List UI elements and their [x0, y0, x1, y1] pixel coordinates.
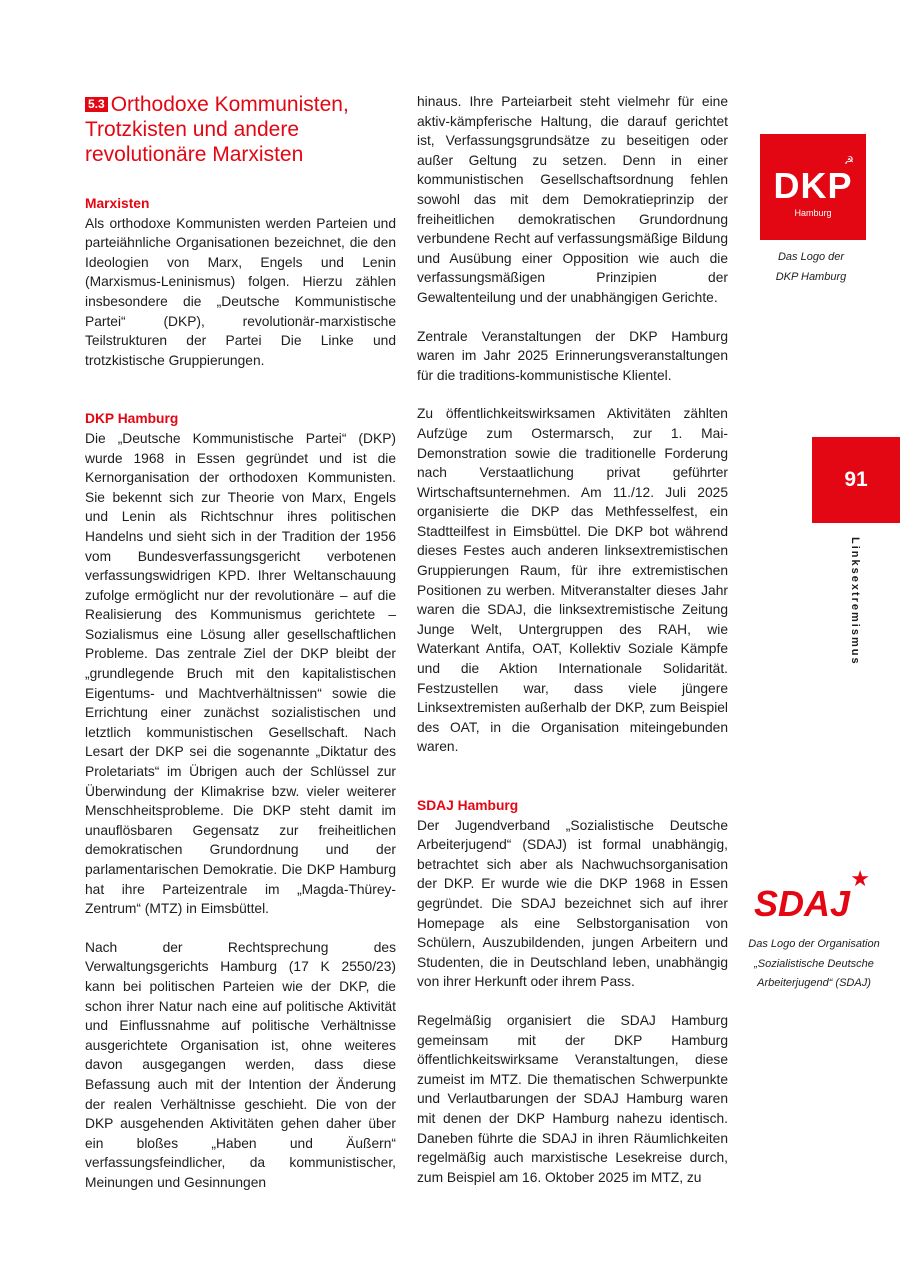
- section-number-badge: 5.3: [85, 97, 108, 112]
- section-title-text: Orthodoxe Kommunisten, Trotzkisten und andere revolutionäre Marxisten: [85, 93, 349, 166]
- left-column: [85, 92, 396, 1193]
- paragraph-dkp-3: hinaus. Ihre Parteiarbeit steht vielmehr für eine aktiv-kämpferische Haltung, die darauf gerichtet ist, Verfassungsgrundsätze zu beseitigen oder außer Geltung zu setzen. Denn in einer kommunistischen Gesellschaftsordnung fehlen sowohl das mit dem Demokratieprinzip der freiheitlichen demokratischen Grundordnung verbundene Recht auf verfassungsmäßige Bildung und Ausübung einer Opposition wie auch die verfassungsmäßigen Prinzipien der Gewaltenteilung und der unabhängigen Gerichte.: [417, 94, 728, 305]
- dkp-logo-city: Hamburg: [794, 208, 832, 218]
- star-icon: ★: [850, 866, 870, 891]
- hammer-sickle-icon: ☭: [844, 155, 854, 167]
- chapter-label: Linksextremismus: [849, 537, 861, 666]
- subheading-dkp-hamburg: DKP Hamburg: [85, 411, 179, 427]
- subheading-marxisten: Marxisten: [85, 196, 150, 211]
- paragraph-sdaj-2: Regelmäßig organisiert die SDAJ Hamburg gemeinsam mit der DKP Hamburg öffentlichkeitswirksame Veranstaltungen, diese zumeist im MTZ. Die thematischen Schwerpunkte und Verlautbarungen der SDAJ Hamburg waren mit denen der DKP Hamburg nahezu identisch. Daneben führte die SDAJ in ihren Räumlichkeiten regelmäßig auch marxistische Lesekreise durch, zum Beispiel am 16. Oktober 2025 im MTZ, zu: [417, 1012, 728, 1185]
- paragraph-dkp-4: Zentrale Veranstaltungen der DKP Hamburg waren im Jahr 2025 Erinnerungsveranstaltungen für die traditions-kommunistische Klientel.: [417, 328, 728, 383]
- dkp-logo-caption: [752, 248, 870, 287]
- caption-line: Arbeiterjugend“ (SDAJ): [757, 977, 871, 990]
- sdaj-logo-letters: SDAJ: [754, 883, 851, 924]
- middle-column: [417, 92, 728, 1187]
- sdaj-logo-caption: [734, 935, 894, 994]
- paragraph-dkp-2: Nach der Rechtsprechung des Verwaltungsgerichts Hamburg (17 K 2550/23) kann bei politischen Parteien wie der DKP, die schon ihrer Natur nach eine auf politische Aktivität und Einflussnahme auf politische Verhältnisse ausgerichtete Organisation ist, ohne weiteres davon ausgegangen werden, dass diese Befassung auch mit der Intention der Änderung der realen Verhältnisse geschieht. Die von der DKP ausgehenden Aktivitäten gehen daher über ein bloßes „Haben und Äußern“ verfassungsfeindlicher, da kommunistischer, Meinungen und Gesinnungen: [85, 939, 396, 1190]
- dkp-logo-letters: DKP: [773, 165, 853, 206]
- section-title: [85, 92, 396, 167]
- sdaj-logo: [754, 868, 870, 924]
- caption-line: Das Logo der Organisation: [748, 938, 880, 950]
- caption-line: „Sozialistische Deutsche: [754, 957, 874, 970]
- paragraph-dkp-5: Zu öffentlichkeitswirksamen Aktivitäten zählten Aufzüge zum Ostermarsch, zur 1. Mai-Demonstration sowie die traditionelle Forderung nach Verstaatlichung privat geführter Wirtschaftsunternehmen. Am 11./12. Juli 2025 organisierte die DKP das Methfesselfest, ein Stadtteilfest in Eimsbüttel. Die DKP bot während dieses Festes auch anderen linksextremistischen Gruppierungen Raum, für ihre extremistischen Positionen zu werben. Mitveranstalter dieses Jahr waren die SDAJ, die linksextremistische Zeitung Junge Welt, Untergruppen des RAH, wie Waterkant Antifa, OAT, Kollektiv Soziale Kämpfe und die Aktion Internationale Solidarität. Festzustellen war, dass viele jüngere Linksextremisten außerhalb der DKP, zum Beispiel des OAT, in die Organisation miteingebunden waren.: [417, 406, 728, 755]
- paragraph-dkp-1: Die „Deutsche Kommunistische Partei“ (DKP) wurde 1968 in Essen gegründet und ist die Kernorganisation der orthodoxen Kommunisten. Sie bekennt sich zur Theorie von Marx, Engels und Lenin als Richtschnur ihres politischen Handelns und sieht sich in der Tradition der 1956 vom Bundesverfassungsgericht verbotenen verfassungswidrigen KPD. Ihrer Weltanschauung zufolge ermöglicht nur der revolutionäre – auf die Realisierung des Kommunismus gerichtete – Sozialismus eine Lösung aller gesellschaftlichen Probleme. Das zentrale Ziel der DKP bleibt der „grundlegende Bruch mit den kapitalistischen Eigentums- und Machtverhältnissen“ sowie die Errichtung einer zunächst sozialistischen und letztlich kommunistischen Gesellschaft. Nach Lesart der DKP sei die sogenannte „Diktatur des Proletariats“ im Übrigen auch der Schlüssel zur Überwindung der Klimakrise bzw. vieler weiterer Menschheitsprobleme. Die DKP steht damit im unauflösbaren Gegensatz zur freiheitlichen demokratischen Grundordnung und der parlamentarischen Demokratie. Die DKP Hamburg hat ihre Parteizentrale im „Magda-Thürey-Zentrum“ (MTZ) in Eimsbüttel.: [85, 430, 396, 917]
- caption-line: DKP Hamburg: [775, 270, 847, 283]
- page-number: 91: [812, 437, 900, 523]
- dkp-logo: [760, 134, 866, 240]
- paragraph-sdaj-1: Der Jugendverband „Sozialistische Deutsche Arbeiterjugend“ (SDAJ) ist formal unabhängig, betrachtet sich aber als Nachwuchsorganisation der DKP. Er wurde wie die DKP 1968 in Essen gegründet. Die SDAJ bezeichnet sich auf ihrer Homepage als eine Selbstorganisation von Schülern, Auszubildenden, jungen Arbeitern und Studenten, die in Deutschland leben, unabhängig von ihrer Herkunft oder ihrem Pass.: [417, 817, 728, 990]
- caption-line: Das Logo der: [777, 251, 845, 263]
- subheading-sdaj-hamburg: SDAJ Hamburg: [417, 798, 519, 813]
- paragraph-marxisten: Als orthodoxe Kommunisten werden Parteien und parteiähnliche Organisationen bezeichnet, die den Ideologien von Marx, Engels und Lenin (Marxismus-Leninismus) folgen. Hierzu zählen insbesondere die „Deutsche Kommunistische Partei“ (DKP), revolutionär-marxistische Teilstrukturen der Partei Die Linke und trotzkistische Gruppierungen.: [85, 215, 396, 368]
